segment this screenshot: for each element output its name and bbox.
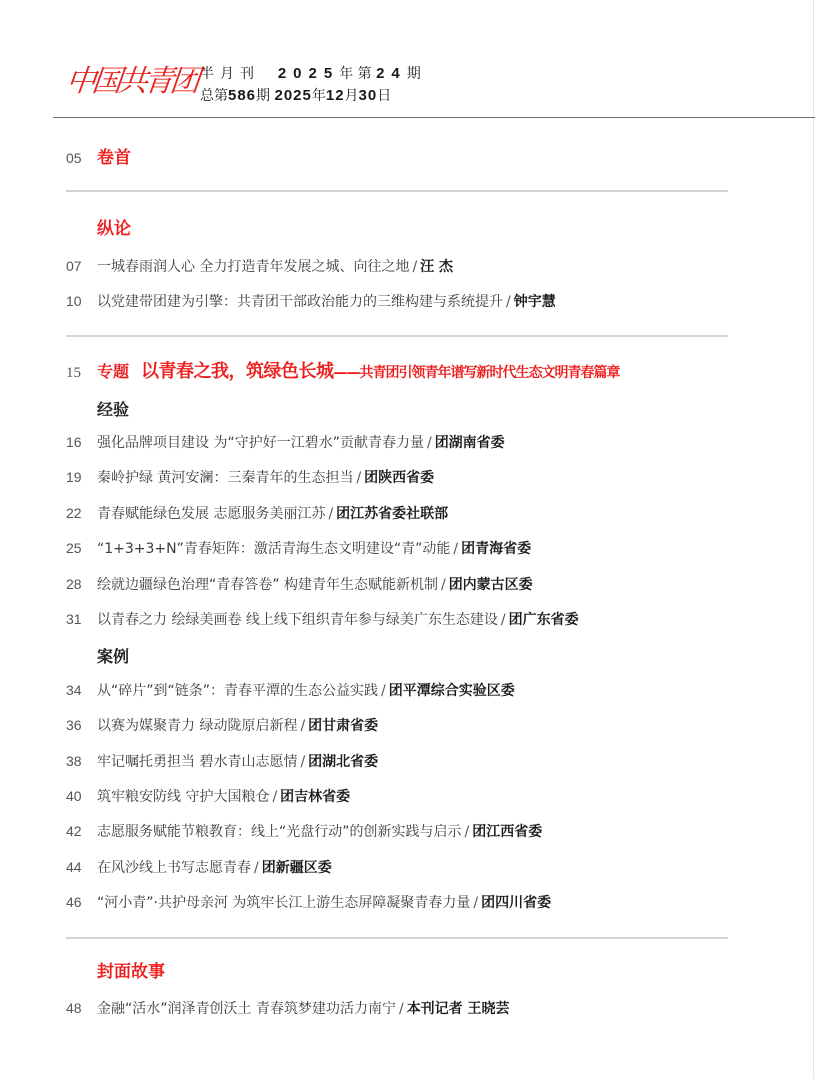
toc-entry[interactable] [66,538,531,559]
article-author: 团江苏省委社联部 [336,506,449,522]
issue-line [200,63,421,85]
page-number: 10 [66,293,82,309]
page-number: 42 [66,823,82,839]
page-number: 38 [66,753,82,769]
article-title: “1+3+3+N”青春矩阵：激活青海生态文明建设“青”动能 [97,541,451,557]
toc-entry[interactable] [66,680,515,701]
toc-entry[interactable] [66,892,551,913]
date-line [200,85,421,107]
page-number: 28 [66,576,82,592]
date-month-char: 月 [344,88,359,104]
section-heading: 封面故事 [97,962,165,982]
page-number: 15 [66,365,81,381]
article-author: 团四川省委 [481,895,552,911]
page-edge [813,0,814,1079]
date-year: 2025 [274,87,312,104]
page-number: 07 [66,258,82,274]
magazine-logo: 中国共青团 [64,64,198,99]
title-dash: —— [333,365,360,381]
section-heading: 卷首 [97,148,131,168]
separator: / [328,506,334,522]
article-title: “河小青”·共护母亲河 为筑牢长江上游生态屏障凝聚青春力量 [97,895,471,911]
page-number: 40 [66,788,82,804]
page-number: 34 [66,682,82,698]
toc-entry[interactable] [66,503,448,524]
article-author: 汪 杰 [420,259,454,275]
separator: / [440,577,446,593]
article-title: 强化品牌项目建设 为“守护好一江碧水”贡献青春力量 [97,435,424,451]
article-title: 以青春之力 绘绿美画卷 线上线下组织青年参与绿美广东生态建设 [97,612,498,628]
toc-entry[interactable] [66,751,378,772]
separator: / [381,683,386,699]
toc-entry-juanshou[interactable] [66,148,131,169]
issue-suffix: 期 [406,66,421,82]
separator: / [254,860,259,876]
page-number: 36 [66,717,82,733]
section-divider [66,335,728,337]
article-title: 秦岭护绿 黄河安澜：三秦青年的生态担当 [97,470,354,486]
toc-entry[interactable] [66,291,556,312]
article-title: 青春赋能绿色发展 志愿服务美丽江苏 [97,506,326,522]
section-heading-cover-story [66,962,165,983]
article-title: 牢记嘱托勇担当 碧水青山志愿情 [97,754,298,770]
article-author: 团青海省委 [461,541,532,557]
article-author: 团平潭综合实验区委 [388,683,515,699]
date-day-char: 日 [377,88,392,104]
separator: / [356,470,362,486]
article-author: 团陕西省委 [364,470,435,486]
article-author: 钟宇慧 [513,294,556,310]
article-author: 团江西省委 [472,824,543,840]
article-author: 本刊记者 王晓芸 [406,1001,510,1017]
page-number: 46 [66,894,82,910]
article-title: 从“碎片”到“链条”：青春平潭的生态公益实践 [97,683,379,699]
frequency-label: 半月刊 [200,66,260,82]
article-title: 在风沙线上书写志愿青春 [97,860,251,876]
separator: / [464,824,470,840]
year-char: 年 [339,66,354,82]
page-number: 05 [66,150,82,166]
article-author: 团内蒙古区委 [448,577,533,593]
article-title: 绘就边疆绿色治理“青春答卷” 构建青年生态赋能新机制 [97,577,438,593]
toc-entry[interactable] [66,715,378,736]
date-month: 12 [325,87,345,104]
page-number: 48 [66,1000,82,1016]
page-number: 19 [66,469,82,485]
total-suffix: 期 [256,88,271,104]
article-title: 以赛为媒聚青力 绿动陇原启新程 [97,718,298,734]
separator: / [398,1001,404,1017]
article-title: 一城春雨润人心 全力打造青年发展之城、向往之地 [97,259,410,275]
separator: / [426,435,432,451]
separator: / [453,541,459,557]
toc-entry-special[interactable] [66,362,620,383]
article-author: 团湖北省委 [308,754,379,770]
issue-prefix: 第 [357,66,372,82]
toc-entry[interactable] [66,467,434,488]
toc-entry[interactable] [66,821,542,842]
section-divider [66,190,728,192]
separator: / [272,789,278,805]
toc-entry[interactable] [66,609,579,630]
article-title: 金融“活水”润泽青创沃土 青春筑梦建功活力南宁 [97,1001,396,1017]
page-number: 44 [66,859,82,875]
date-day: 30 [358,87,378,104]
header-rule [53,117,815,118]
subsection-heading-jingyan: 经验 [97,400,130,419]
special-title: 以青春之我，筑绿色长城 [141,361,334,382]
article-title: 志愿服务赋能节粮教育：线上“光盘行动”的创新实践与启示 [97,824,462,840]
separator: / [473,895,479,911]
toc-entry[interactable] [66,256,453,277]
article-title: 筑牢粮安防线 守护大国粮仓 [97,789,270,805]
separator: / [412,259,418,275]
total-prefix: 总第 [200,88,228,104]
article-author: 团甘肃省委 [308,718,379,734]
toc-entry[interactable] [66,432,505,453]
issue-number: 24 [376,65,407,82]
section-divider [66,937,728,939]
section-heading-zonglun [66,219,131,240]
issue-year: 2025 [277,65,340,82]
article-author: 团广东省委 [508,612,579,628]
separator: / [300,754,306,770]
section-heading: 纵论 [97,219,131,239]
article-author: 团湖南省委 [434,435,505,451]
special-label: 专题 [97,362,130,381]
article-author: 团吉林省委 [280,789,351,805]
separator: / [300,718,306,734]
total-number: 586 [228,87,257,104]
toc-entry[interactable] [66,998,510,1019]
separator: / [500,612,506,628]
page-number: 22 [66,505,82,521]
page-number: 31 [66,611,82,627]
date-year-char: 年 [311,88,326,104]
toc-entry[interactable] [66,574,533,595]
article-title: 以党建带团建为引擎：共青团干部政治能力的三维构建与系统提升 [97,294,503,310]
article-author: 团新疆区委 [261,860,332,876]
subsection-heading-anli: 案例 [97,647,130,666]
issue-info [200,63,421,107]
special-subtitle: 共青团引领青年谱写新时代生态文明青春篇章 [359,365,620,381]
page-number: 16 [66,434,82,450]
toc-entry[interactable] [66,857,332,878]
separator: / [506,294,511,310]
page-number: 25 [66,540,82,556]
toc-entry[interactable] [66,786,350,807]
